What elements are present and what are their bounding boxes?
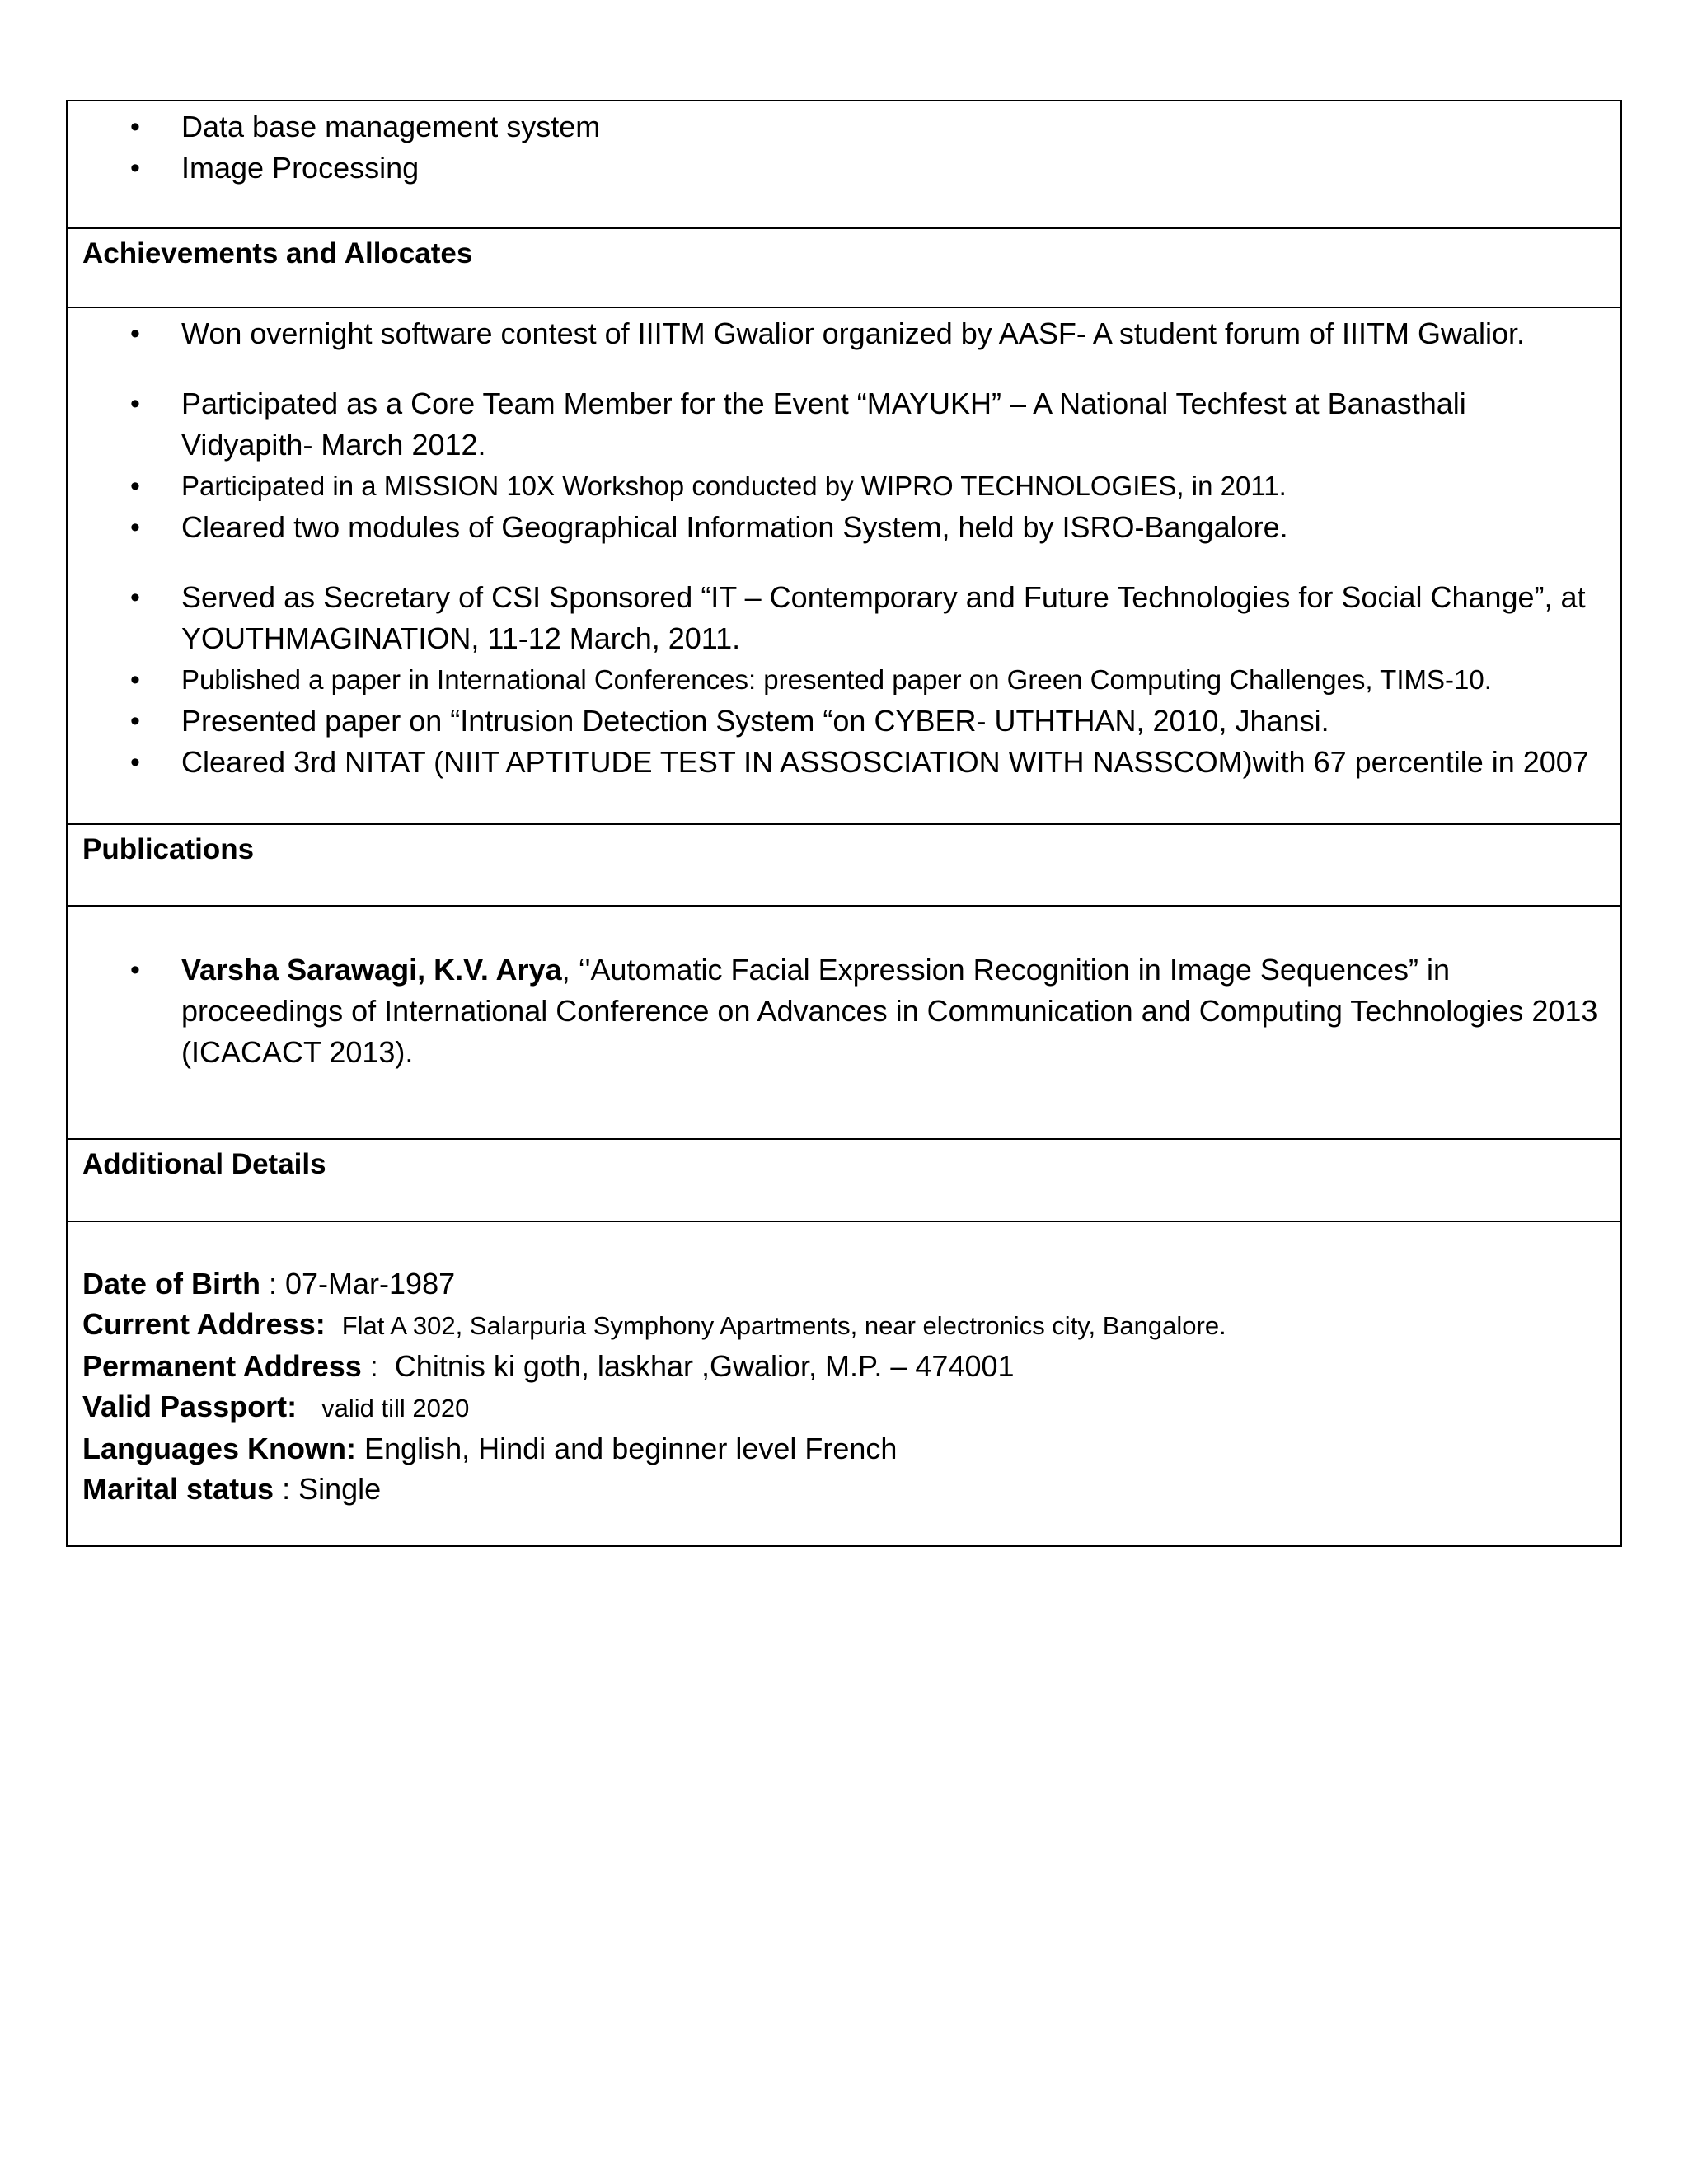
list-item	[68, 148, 1620, 189]
field-value: 07-Mar-1987	[285, 1267, 456, 1301]
field-separator	[297, 1390, 321, 1423]
bullet-icon: •	[130, 111, 140, 143]
list-item	[68, 742, 1620, 783]
bullet-icon: •	[130, 664, 140, 696]
bullet-icon: •	[130, 705, 140, 737]
bullet-icon: •	[130, 388, 140, 419]
field-label: Languages Known:	[82, 1432, 356, 1465]
bullet-icon: •	[130, 582, 140, 613]
achievements-row	[68, 308, 1620, 825]
list-item	[68, 313, 1620, 354]
current-address-line	[82, 1304, 1620, 1346]
bullet-icon: •	[130, 512, 140, 543]
list-item	[68, 383, 1620, 466]
achievement-text: Published a paper in International Conferences: presented paper on Green Computing Challenges, TIMS-10.	[181, 664, 1492, 695]
field-separator	[356, 1432, 364, 1465]
list-item	[68, 949, 1620, 1073]
bullet-icon: •	[130, 471, 140, 502]
bullet-icon: •	[130, 152, 140, 184]
achievement-text: Cleared 3rd NITAT (NIIT APTITUDE TEST IN ASSOSCIATION WITH NASSCOM)with 67 percentile in 2007	[181, 745, 1589, 779]
field-value: Flat A 302, Salarpuria Symphony Apartments, near electronics city, Bangalore.	[341, 1311, 1226, 1340]
publications-list	[68, 907, 1620, 1073]
field-label: Date of Birth	[82, 1267, 260, 1301]
section-heading: Additional Details	[82, 1148, 326, 1180]
field-separator: :	[260, 1267, 286, 1301]
field-label: Permanent Address	[82, 1349, 362, 1383]
list-item	[68, 466, 1620, 507]
bullet-icon: •	[130, 318, 140, 349]
skills-row	[68, 101, 1620, 229]
field-value: valid till 2020	[321, 1394, 470, 1422]
field-value: Single	[298, 1472, 382, 1506]
bullet-icon: •	[130, 954, 140, 986]
list-item	[68, 577, 1620, 659]
resume-table	[66, 100, 1622, 1547]
publication-text: , ‘'Automatic Facial Expression Recognition in Image Sequences” in proceedings of International Conference on Advances in Communication and Computing Technologies 2013 (ICACACT 2013).	[181, 953, 1598, 1069]
achievement-text: Participated in a MISSION 10X Workshop conducted by WIPRO TECHNOLOGIES, in 2011.	[181, 471, 1287, 501]
field-label: Marital status	[82, 1472, 274, 1506]
achievement-text: Participated as a Core Team Member for the Event “MAYUKH” – A National Techfest at Banasthali Vidyapith- March 2012.	[181, 387, 1466, 462]
permanent-address-line	[82, 1346, 1620, 1386]
languages-known-line	[82, 1428, 1620, 1469]
field-separator	[326, 1307, 342, 1341]
field-value: English, Hindi and beginner level French	[364, 1432, 898, 1465]
achievements-list	[68, 308, 1620, 783]
additional-details-row	[68, 1222, 1620, 1545]
additional-details-heading-row	[68, 1140, 1620, 1222]
list-item	[68, 659, 1620, 701]
list-item	[68, 701, 1620, 742]
publications-heading-row	[68, 825, 1620, 907]
field-label: Valid Passport:	[82, 1390, 298, 1423]
section-heading: Achievements and Allocates	[82, 237, 473, 269]
date-of-birth-line	[82, 1263, 1620, 1304]
marital-status-line	[82, 1469, 1620, 1509]
achievement-text: Presented paper on “Intrusion Detection System “on CYBER- UTHTHAN, 2010, Jhansi.	[181, 704, 1329, 738]
skills-list	[68, 101, 1620, 189]
field-value: Chitnis ki goth, laskhar ,Gwalior, M.P. – 474001	[394, 1349, 1015, 1383]
publications-row	[68, 907, 1620, 1140]
publication-authors: Varsha Sarawagi, K.V. Arya	[181, 953, 562, 987]
skill-text: Image Processing	[181, 151, 420, 185]
valid-passport-line	[82, 1386, 1620, 1428]
list-item	[68, 106, 1620, 148]
achievement-text: Won overnight software contest of IIITM Gwalior organized by AASF- A student forum of IIITM Gwalior.	[181, 316, 1526, 350]
field-separator: :	[361, 1349, 395, 1383]
achievement-text: Cleared two modules of Geographical Information System, held by ISRO-Bangalore.	[181, 510, 1288, 544]
achievements-heading-row	[68, 229, 1620, 308]
bullet-icon: •	[130, 747, 140, 778]
field-label: Current Address:	[82, 1307, 326, 1341]
achievement-text: Served as Secretary of CSI Sponsored “IT – Contemporary and Future Technologies for Social Change”, at YOUTHMAGINATION, 11-12 March, 2011.	[181, 580, 1586, 655]
skill-text: Data base management system	[181, 110, 601, 143]
section-heading: Publications	[82, 833, 255, 865]
details-block	[68, 1222, 1620, 1509]
list-item	[68, 507, 1620, 548]
field-separator: :	[274, 1472, 299, 1506]
